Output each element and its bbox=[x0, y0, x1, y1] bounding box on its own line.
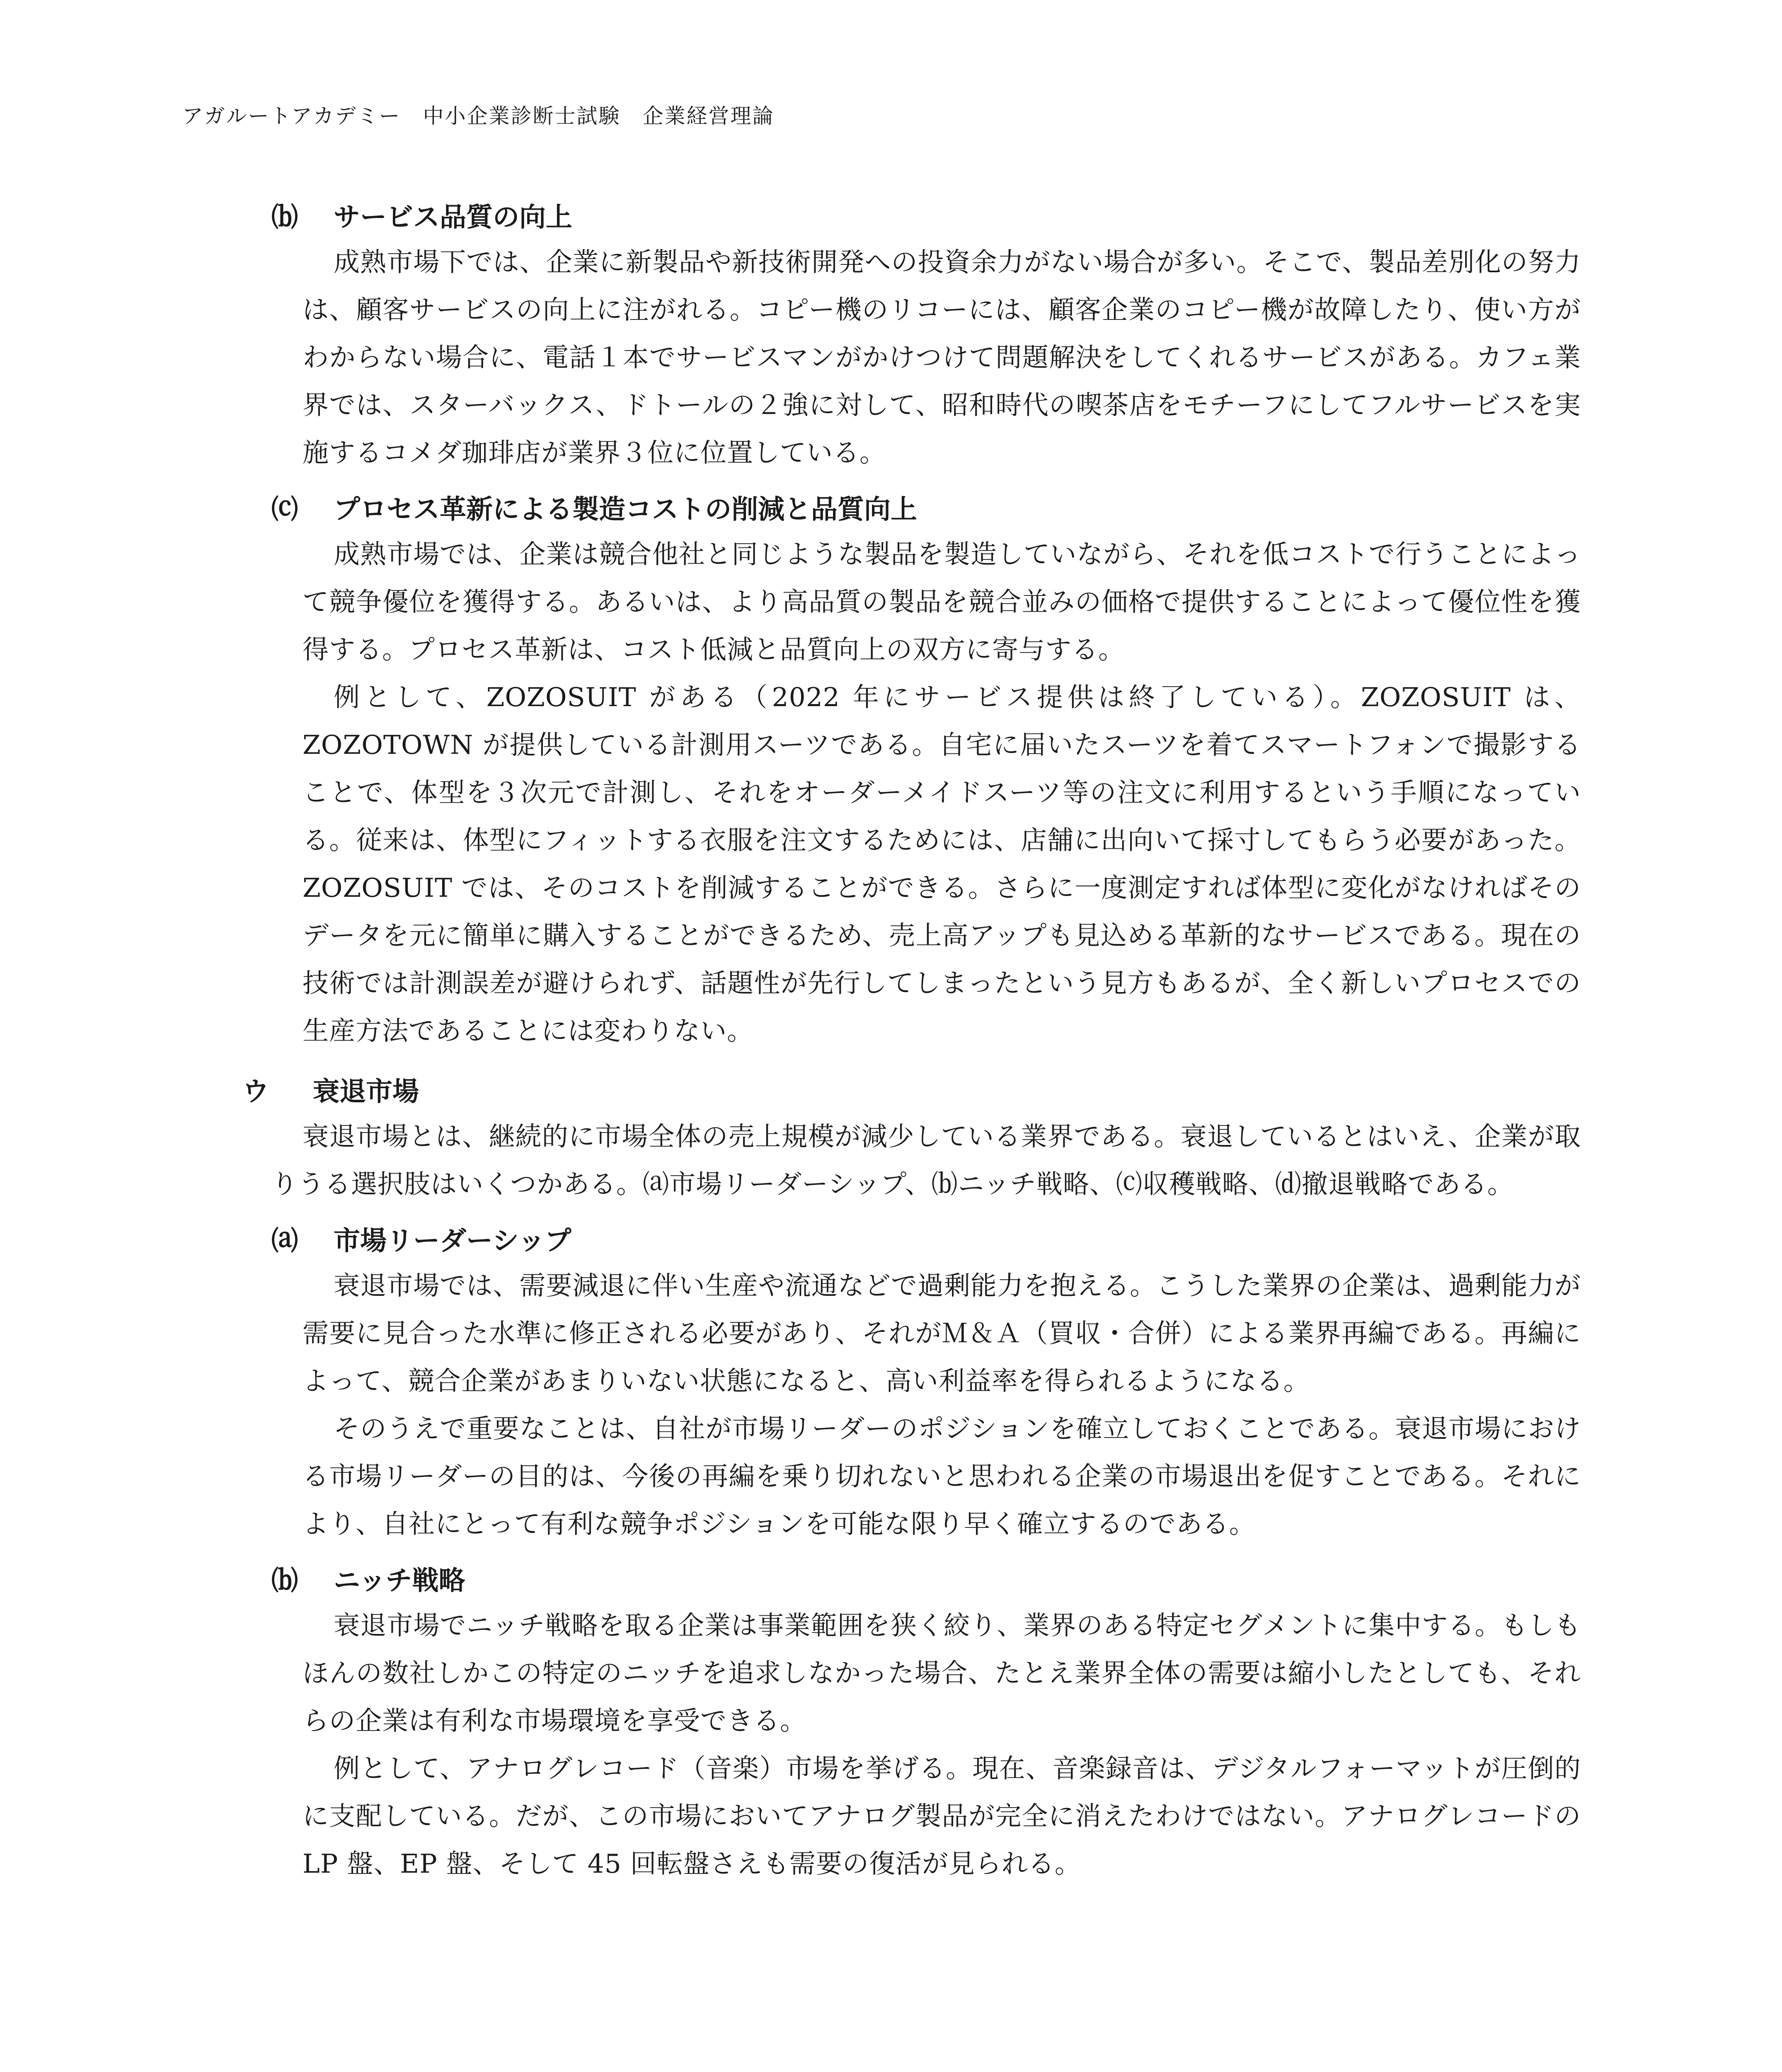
section-heading-declining-market bbox=[242, 1071, 1581, 1113]
running-header: アガルートアカデミー 中小企業診断士試験 企業経営理論 bbox=[182, 104, 775, 128]
section-title: サービス品質の向上 bbox=[334, 202, 572, 233]
section-title: 衰退市場 bbox=[313, 1077, 419, 1107]
body-paragraph: 成熟市場では、企業は競合他社と同じような製品を製造していながら、それを低コストで行うことによって競争優位を獲得する。あるいは、より高品質の製品を競合並みの価格で提供することによって優位性を獲得する。プロセス革新は、コスト低減と品質向上の双方に寄与する。 bbox=[303, 539, 1581, 665]
section-marker: ⒝ bbox=[271, 1566, 298, 1596]
section-marker: ⒞ bbox=[271, 494, 298, 525]
section-heading-process-innovation bbox=[271, 489, 1581, 530]
body-paragraph: 例として、アナログレコード（音楽）市場を挙げる。現在、音楽録音は、デジタルフォーマットが圧倒的に支配している。だが、この市場においてアナログ製品が完全に消えたわけではない。アナログレコードの LP 盤、EP 盤、そして 45 回転盤さえも需要の復活が見られる。 bbox=[303, 1753, 1581, 1879]
body-paragraph: 成熟市場下では、企業に新製品や新技術開発への投資余力がない場合が多い。そこで、製品差別化の努力は、顧客サービスの向上に注がれる。コピー機のリコーには、顧客企業のコピー機が故障したり、使い方がわからない場合に、電話１本でサービスマンがかけつけて問題解決をしてくれるサービスがある。カフェ業界では、スターバックス、ドトールの２強に対して、昭和時代の喫茶店をモチーフにしてフルサービスを実施するコメダ珈琲店が業界３位に位置している。 bbox=[303, 247, 1581, 468]
section-title: プロセス革新による製造コストの削減と品質向上 bbox=[334, 494, 917, 525]
section-marker: ⒝ bbox=[271, 202, 298, 233]
body-paragraph: 例として、ZOZOSUIT がある（2022 年にサービス提供は終了している）。ZOZOSUIT は、ZOZOTOWN が提供している計測用スーツである。自宅に届いたスーツを着てスマートフォンで撮影することで、体型を３次元で計測し、それをオーダーメイドスーツ等の注文に利用するという手順になっている。従来は、体型にフィットする衣服を注文するためには、店舗に出向いて採寸してもらう必要があった。ZOZOSUIT では、そのコストを削減することができる。さらに一度測定すれば体型に変化がなければそのデータを元に簡単に購入することができるため、売上高アップも見込める革新的なサービスである。現在の技術では計測誤差が避けられず、話題性が先行してしまったという見方もあるが、全く新しいプロセスでの生産方法であることには変わりない。 bbox=[303, 682, 1581, 1046]
section-heading-service-quality bbox=[271, 197, 1581, 238]
body-paragraph: 衰退市場とは、継続的に市場全体の売上規模が減少している業界である。衰退しているとはいえ、企業が取りうる選択肢はいくつかある。⒜市場リーダーシップ、⒝ニッチ戦略、⒞収穫戦略、⒟撤退戦略である。 bbox=[271, 1121, 1581, 1199]
section-marker: ウ bbox=[242, 1077, 269, 1107]
section-heading-niche-strategy bbox=[271, 1560, 1581, 1602]
section-heading-market-leadership bbox=[271, 1220, 1581, 1262]
body-paragraph: 衰退市場でニッチ戦略を取る企業は事業範囲を狭く絞り、業界のある特定セグメントに集中する。もしもほんの数社しかこの特定のニッチを追求しなかった場合、たとえ業界全体の需要は縮小したとしても、それらの企業は有利な市場環境を享受できる。 bbox=[303, 1610, 1581, 1736]
page-body bbox=[242, 197, 1581, 1888]
body-paragraph: そのうえで重要なことは、自社が市場リーダーのポジションを確立しておくことである。衰退市場における市場リーダーの目的は、今後の再編を乗り切れないと思われる企業の市場退出を促すことである。それにより、自社にとって有利な競争ポジションを可能な限り早く確立するのである。 bbox=[303, 1414, 1581, 1539]
section-title: ニッチ戦略 bbox=[334, 1566, 465, 1596]
section-title: 市場リーダーシップ bbox=[334, 1226, 571, 1256]
body-paragraph: 衰退市場では、需要減退に伴い生産や流通などで過剰能力を抱える。こうした業界の企業は、過剰能力が需要に見合った水準に修正される必要があり、それがＭ＆Ａ（買収・合併）による業界再編である。再編によって、競合企業があまりいない状態になると、高い利益率を得られるようになる。 bbox=[303, 1271, 1581, 1396]
section-marker: ⒜ bbox=[271, 1226, 298, 1256]
